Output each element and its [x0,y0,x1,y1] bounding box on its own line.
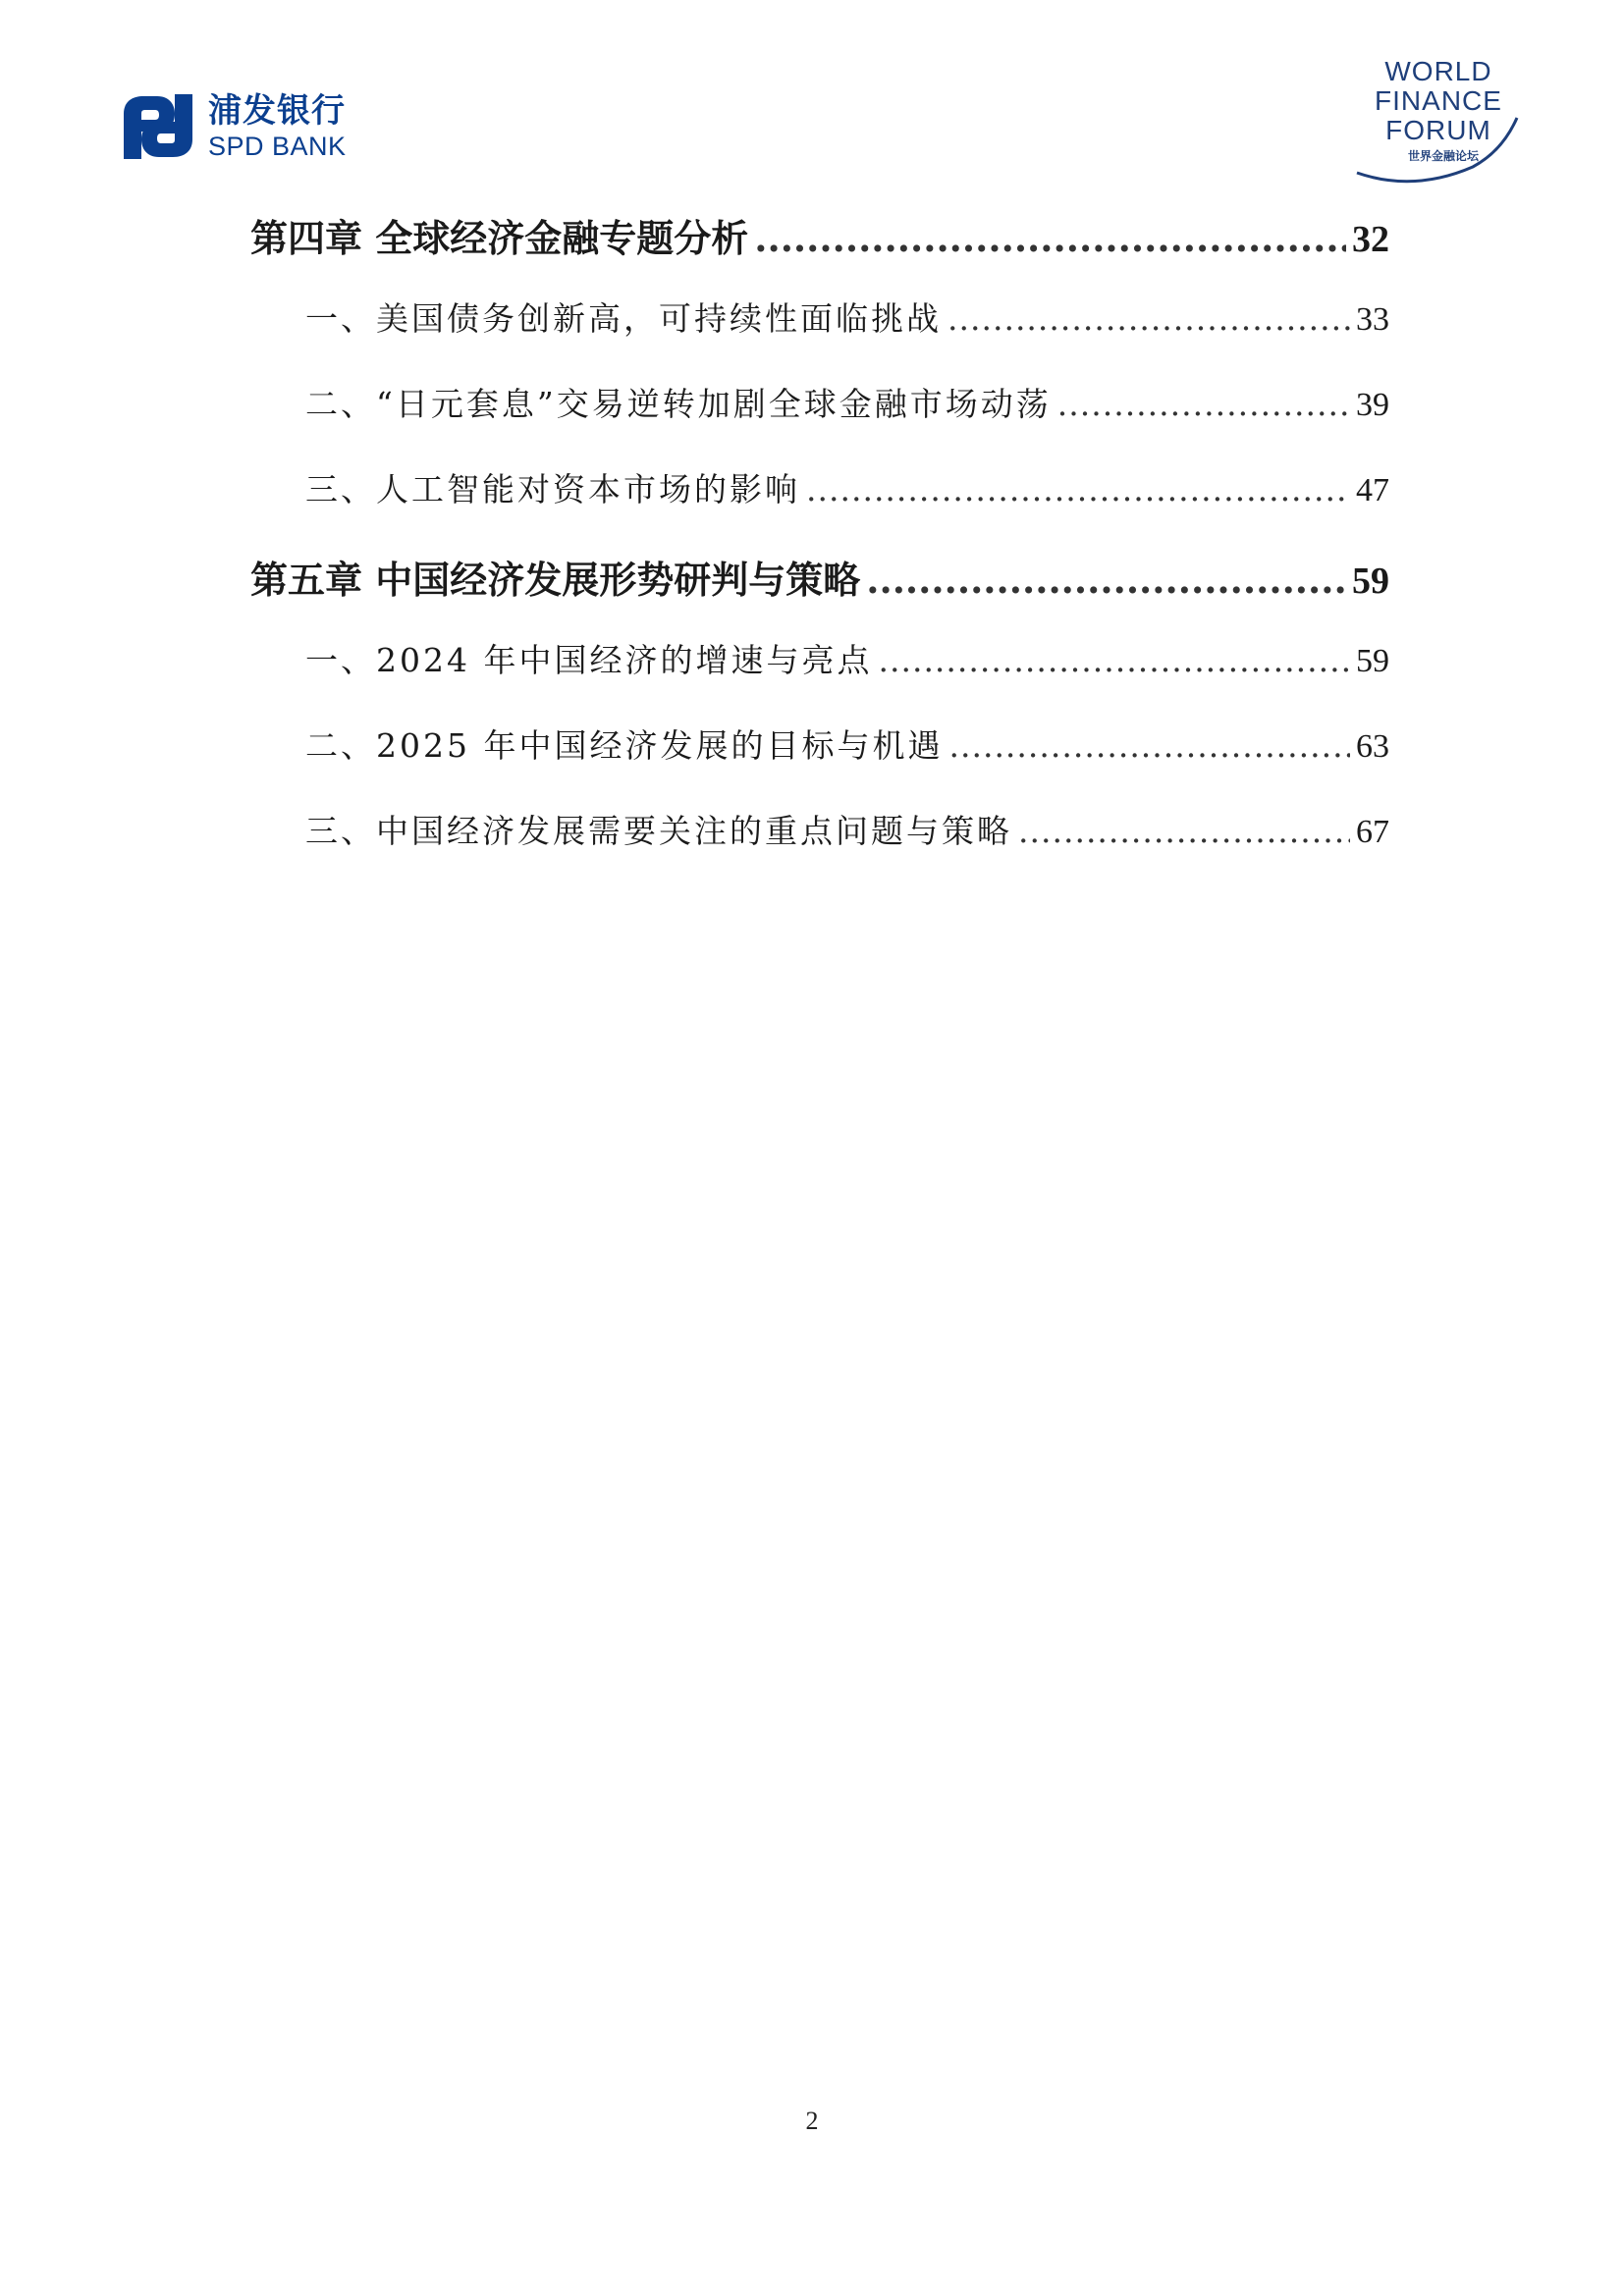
toc-entry-chapter-4[interactable] [250,208,1389,294]
wff-swoosh-icon [1355,57,1522,194]
toc-leader-dots [878,641,1350,679]
toc-leader-dots [754,216,1346,260]
toc-entry-section[interactable] [250,379,1389,464]
toc-entry-section[interactable] [250,294,1389,379]
toc-entry-section[interactable] [250,806,1389,891]
spd-bank-name-cn: 浦发银行 [208,90,346,131]
toc-leader-dots [948,726,1350,765]
wff-name-cn: 世界金融论坛 [1407,149,1479,163]
toc-entry-title: 第四章 全球经济金融专题分析 [250,216,749,260]
toc-entry-page: 67 [1356,814,1389,850]
toc-entry-title: 二、2025 年中国经济发展的目标与机遇 [305,726,944,765]
wff-line-3: FORUM [1385,115,1491,145]
spd-bank-logo-mark-icon [118,90,198,163]
toc-entry-page: 32 [1352,219,1389,260]
toc-entry-page: 33 [1356,301,1389,338]
toc-leader-dots [806,470,1350,508]
toc-entry-section[interactable] [250,721,1389,806]
toc-entry-title: 一、2024 年中国经济的增速与亮点 [305,641,873,679]
toc-entry-page: 59 [1356,643,1389,679]
page-number: 2 [805,2107,819,2135]
toc-entry-title: 二、“日元套息”交易逆转加剧全球金融市场动荡 [305,385,1052,423]
toc-entry-section[interactable] [250,464,1389,550]
toc-entry-page: 63 [1356,728,1389,765]
toc-entry-section[interactable] [250,635,1389,721]
wff-line-1: WORLD [1384,56,1492,86]
toc-entry-title: 一、美国债务创新高，可持续性面临挑战 [305,299,942,338]
toc-entry-chapter-5[interactable] [250,550,1389,635]
toc-leader-dots [866,558,1346,602]
toc-leader-dots [1057,385,1350,423]
wff-line-2: FINANCE [1375,85,1502,116]
table-of-contents [250,208,1389,891]
toc-entry-page: 39 [1356,387,1389,423]
spd-bank-logo [118,90,347,163]
toc-entry-title: 三、中国经济发展需要关注的重点问题与策略 [305,812,1012,850]
toc-entry-title: 第五章 中国经济发展形势研判与策略 [250,558,861,602]
toc-entry-page: 59 [1352,561,1389,602]
toc-entry-page: 47 [1356,472,1389,508]
toc-leader-dots [947,299,1350,338]
toc-entry-title: 三、人工智能对资本市场的影响 [305,470,800,508]
page-header [0,0,1624,206]
spd-bank-name-en: SPD BANK [208,131,347,161]
toc-leader-dots [1018,812,1350,850]
world-finance-forum-logo [1355,57,1522,194]
